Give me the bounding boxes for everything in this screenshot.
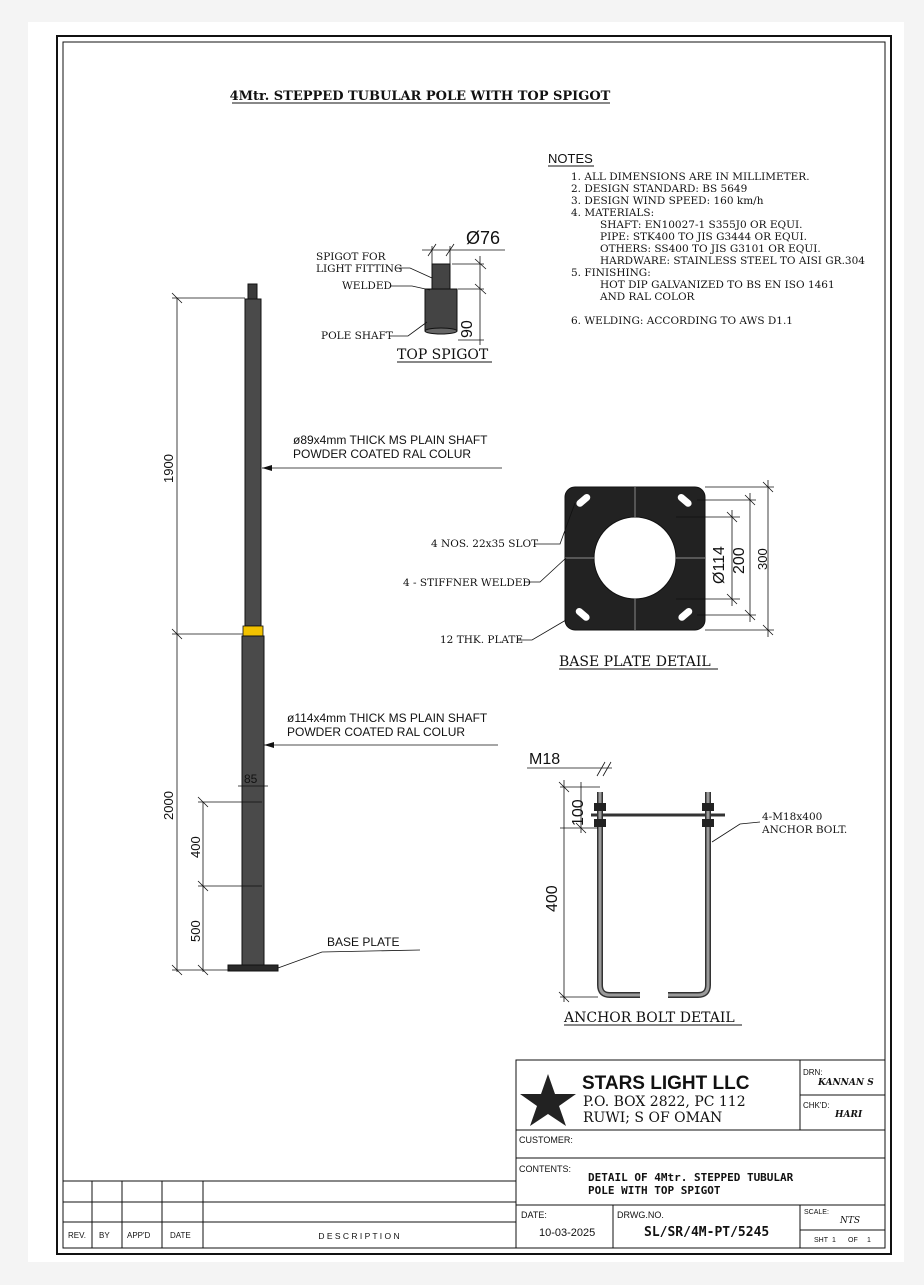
plate-thk-label: 12 THK. PLATE xyxy=(440,634,524,646)
description-header: D E S C R I P T I O N xyxy=(318,1231,400,1241)
note-line: 3. DESIGN WIND SPEED: 160 km/h xyxy=(571,195,764,207)
note-line: PIPE: STK400 TO JIS G3444 OR EQUI. xyxy=(600,231,807,243)
scale-label: SCALE: xyxy=(804,1209,829,1216)
plate-dim-300: 300 xyxy=(755,548,770,570)
by-header: BY xyxy=(99,1231,110,1240)
base-plate-caption: BASE PLATE DETAIL xyxy=(559,654,711,670)
note-line: 6. WELDING: ACCORDING TO AWS D1.1 xyxy=(571,315,793,327)
drn-value: KANNAN S xyxy=(818,1078,874,1088)
bolt-m18-label: M18 xyxy=(529,751,561,768)
note-line: HOT DIP GALVANIZED TO BS EN ISO 1461 xyxy=(600,279,835,291)
drwg-value: SL/SR/4M-PT/5245 xyxy=(644,1225,770,1240)
note-line: 5. FINISHING: xyxy=(571,267,651,279)
slot-label: 4 NOS. 22x35 SLOT xyxy=(431,538,539,550)
sheet-label: SHT xyxy=(814,1237,828,1244)
top-spigot-caption: TOP SPIGOT xyxy=(397,347,489,363)
contents-label: CONTENTS: xyxy=(519,1164,572,1174)
scale-value: NTS xyxy=(840,1216,861,1226)
upper-shaft-spec-2: POWDER COATED RAL COLUR xyxy=(293,447,472,461)
company-name: STARS LIGHT LLC xyxy=(582,1073,750,1094)
sheet-of-label: OF xyxy=(848,1237,858,1244)
shaft-joint-band xyxy=(243,626,263,636)
spigot-label-line2: LIGHT FITTING xyxy=(316,263,403,275)
upper-shaft-spec-1: ø89x4mm THICK MS PLAIN SHAFT xyxy=(293,433,488,447)
drn-label: DRN: xyxy=(803,1068,823,1077)
chkd-label: CHK'D: xyxy=(803,1101,830,1110)
spigot-label-line1: SPIGOT FOR xyxy=(316,251,386,263)
date-value: 10-03-2025 xyxy=(539,1227,596,1239)
spigot-diameter-label: Ø76 xyxy=(466,228,501,248)
company-address-1: P.O. BOX 2822, PC 112 xyxy=(583,1094,746,1110)
dim-85: 85 xyxy=(244,772,258,786)
sheet-total: 1 xyxy=(867,1237,871,1244)
pole-shaft-label: POLE SHAFT xyxy=(321,330,393,342)
dim-2000: 2000 xyxy=(161,791,176,820)
plate-dim-114: Ø114 xyxy=(711,546,728,584)
date-header: DATE xyxy=(170,1231,191,1240)
bolt-dim-400: 400 xyxy=(544,885,561,912)
dim-500: 500 xyxy=(188,920,203,942)
note-line: 4. MATERIALS: xyxy=(571,207,655,219)
dim-1900: 1900 xyxy=(161,454,176,483)
contents-line-2: POLE WITH TOP SPIGOT xyxy=(588,1184,721,1197)
bolt-dim-100: 100 xyxy=(570,799,587,826)
appd-header: APP'D xyxy=(127,1231,151,1240)
contents-line-1: DETAIL OF 4Mtr. STEPPED TUBULAR xyxy=(588,1171,794,1184)
plate-dim-200: 200 xyxy=(731,547,748,574)
company-address-2: RUWI; S OF OMAN xyxy=(583,1110,723,1126)
note-line: SHAFT: EN10027-1 S355J0 OR EQUI. xyxy=(600,219,803,231)
lower-shaft-spec-1: ø114x4mm THICK MS PLAIN SHAFT xyxy=(287,711,488,725)
drawing-title: 4Mtr. STEPPED TUBULAR POLE WITH TOP SPIGOT xyxy=(229,89,611,104)
note-line: HARDWARE: STAINLESS STEEL TO AISI GR.304 xyxy=(600,255,865,267)
drwg-label: DRWG.NO. xyxy=(617,1210,664,1220)
date-label: DATE: xyxy=(521,1210,547,1220)
spigot-height-label: 90 xyxy=(459,320,476,338)
sheet-number: 1 xyxy=(832,1237,836,1244)
chkd-value: HARI xyxy=(835,1110,863,1120)
anchor-bolt-caption: ANCHOR BOLT DETAIL xyxy=(564,1010,735,1026)
bolt-label-1: 4-M18x400 xyxy=(762,811,823,823)
customer-label: CUSTOMER: xyxy=(519,1135,573,1145)
dim-400: 400 xyxy=(188,836,203,858)
rev-header: REV. xyxy=(68,1231,86,1240)
welded-label: WELDED xyxy=(342,280,392,292)
note-line: AND RAL COLOR xyxy=(600,291,695,303)
note-line: 1. ALL DIMENSIONS ARE IN MILLIMETER. xyxy=(571,171,810,183)
stiffener-label: 4 - STIFFNER WELDED xyxy=(403,577,531,589)
bolt-label-2: ANCHOR BOLT. xyxy=(762,824,848,836)
note-line: 2. DESIGN STANDARD: BS 5649 xyxy=(571,183,748,195)
lower-shaft-spec-2: POWDER COATED RAL COLUR xyxy=(287,725,466,739)
notes-heading: NOTES xyxy=(548,151,593,166)
base-plate-callout: BASE PLATE xyxy=(327,935,400,949)
note-line: OTHERS: SS400 TO JIS G3101 OR EQUI. xyxy=(600,243,821,255)
